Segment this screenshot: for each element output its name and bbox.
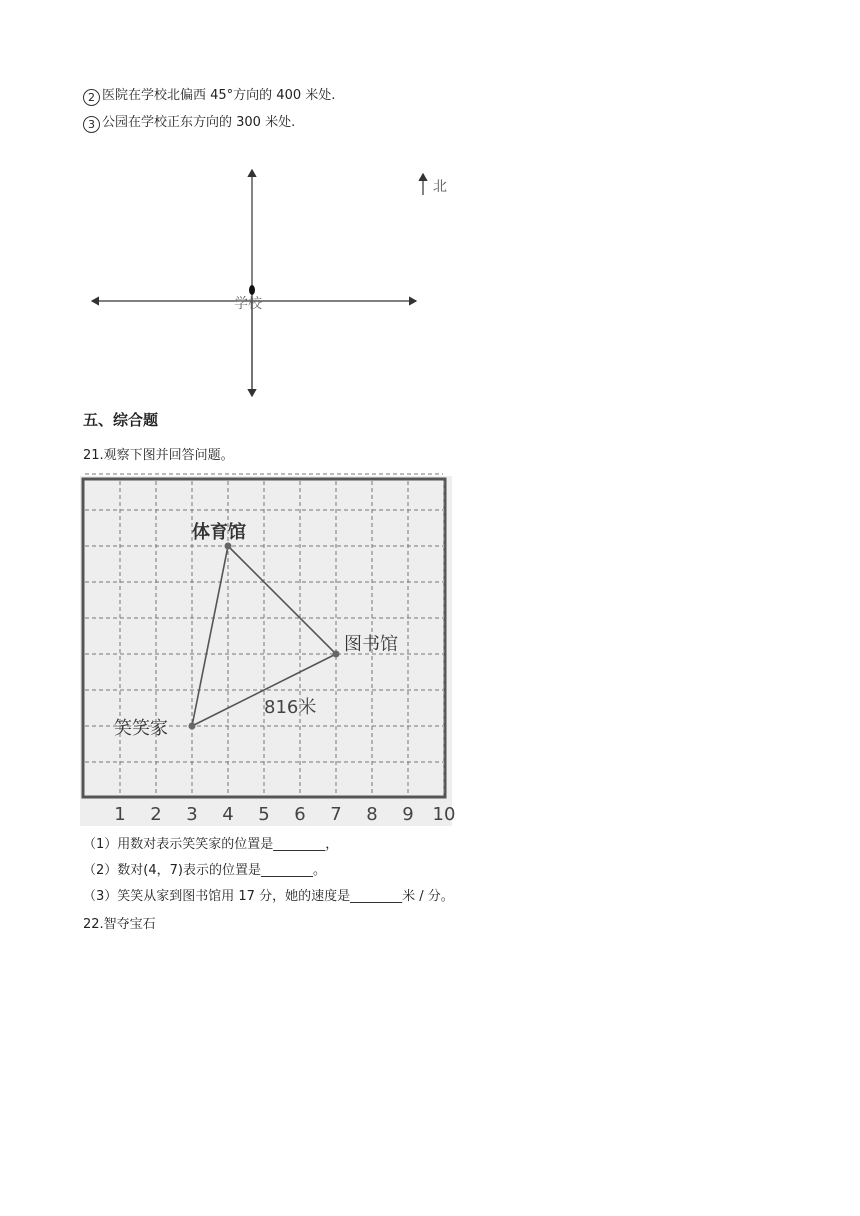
q21-sub3: （3）笑笑从家到图书馆用 17 分，她的速度是________米 / 分。	[83, 889, 454, 904]
circled-number-3: 3	[83, 116, 100, 133]
grid-figure	[80, 476, 456, 826]
school-point	[249, 285, 255, 295]
place-label: 笑笑家	[114, 718, 168, 739]
x-tick-label: 1	[114, 804, 126, 825]
section-heading: 五、综合题	[83, 411, 159, 429]
x-tick-label: 7	[330, 804, 342, 825]
place-label: 图书馆	[344, 634, 398, 655]
x-tick-label: 10	[432, 804, 456, 825]
x-tick-label: 8	[366, 804, 378, 825]
x-tick-label: 2	[150, 804, 162, 825]
circled-number-2: 2	[83, 89, 100, 106]
place-point	[333, 651, 340, 658]
question-item-3-text: 公园在学校正东方向的 300 米处.	[102, 115, 296, 130]
question-item-3	[83, 114, 295, 133]
question-item-2-text: 医院在学校北偏西 45°方向的 400 米处.	[102, 88, 336, 103]
place-label: 体育馆	[192, 522, 246, 543]
distance-label: 816米	[264, 697, 317, 718]
north-label: 北	[433, 179, 447, 195]
q22-title: 22.智夺宝石	[83, 917, 156, 932]
question-item-2	[83, 87, 335, 106]
x-tick-label: 6	[294, 804, 306, 825]
place-point	[225, 543, 232, 550]
place-point	[189, 723, 196, 730]
school-label: 学校	[234, 296, 262, 312]
q21-sub2: （2）数对(4，7)表示的位置是________。	[83, 863, 326, 878]
compass-figure	[80, 160, 480, 405]
x-tick-label: 3	[186, 804, 198, 825]
q21-sub1: （1）用数对表示笑笑家的位置是________，	[83, 837, 339, 852]
q21-title: 21.观察下图并回答问题。	[83, 448, 234, 463]
x-tick-label: 5	[258, 804, 270, 825]
x-tick-label: 4	[222, 804, 234, 825]
x-tick-label: 9	[402, 804, 414, 825]
